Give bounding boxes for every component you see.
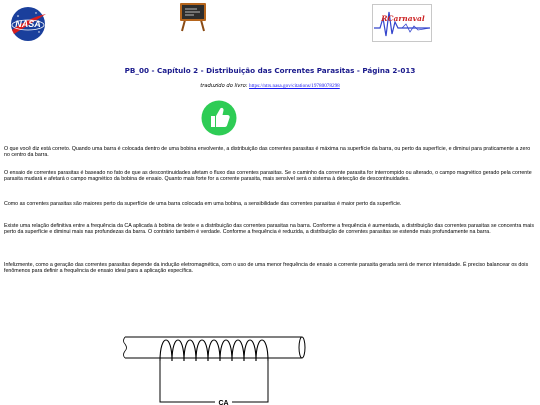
coil-leads	[160, 361, 268, 402]
chalkboard-icon	[179, 2, 207, 32]
coil-diagram	[120, 325, 320, 405]
paragraph-5: Infelizmente, como a geração das correntes parasitas depende da indução eletromagnética, com o uso de uma menor frequência de ensaio a corrente parasita gerada será de menor intensidade. É preciso balancear os dois fenômenos para definir a frequência de ensaio ideal para a aplicação específica.	[4, 262, 529, 275]
ac-source-label: CA	[218, 400, 229, 405]
nasa-logo-text: NASA	[15, 19, 41, 29]
nasa-logo	[8, 4, 48, 44]
rc-logo-text: RCarnaval	[381, 14, 425, 23]
paragraph-3: Como as correntes parasitas são maiores perto da superfície de uma barra colocada em uma bobina, a sensibilidade das correntes parasitas é maior perto da superfície.	[4, 201, 402, 207]
rcarnaval-logo	[372, 4, 432, 42]
source-line	[0, 83, 540, 89]
thumbs-up-icon[interactable]	[201, 100, 237, 136]
paragraph-4: Existe uma relação definitiva entre a frequência da CA aplicada à bobina de teste e a distribuição das correntes parasitas na barra. Conforme a frequência é aumentada, a distribuição das correntes parasitas se concentra mais perto da superfície e diminui mais nas profundezas da barra. O contrário também é verdade. Conforme a frequência é reduzida, a distribuição de correntes parasitas se estende mais profundamente na barra.	[4, 223, 534, 236]
source-link[interactable]: https://ntrs.nasa.gov/citations/19780078298	[249, 83, 340, 89]
paragraph-1: O que você diz está correto. Quando uma barra é colocada dentro de uma bobina envolvente, a distribuição das correntes parasitas é máxima na superfície da barra, ou perto da superfície, e diminui para praticamente a zero no centro da barra.	[4, 146, 531, 159]
page-title: PB_00 - Capítulo 2 - Distribuição das Correntes Parasitas - Página 2-013	[124, 66, 416, 75]
paragraph-2: O ensaio de correntes parasitas é baseado no fato de que as descontinuidades afetam o fluxo das correntes parasitas. Se o caminho da corrente parasita for interrompido ou alterado, o campo magnético gerado pela corrente parasita mudará e afetará o campo magnético da bobina de ensaio. Quanto mais forte for a corrente parasita, mais sensível será o sistema à detecção de descontinuidades.	[4, 170, 532, 183]
source-label: traduzido do livro:	[200, 83, 248, 89]
